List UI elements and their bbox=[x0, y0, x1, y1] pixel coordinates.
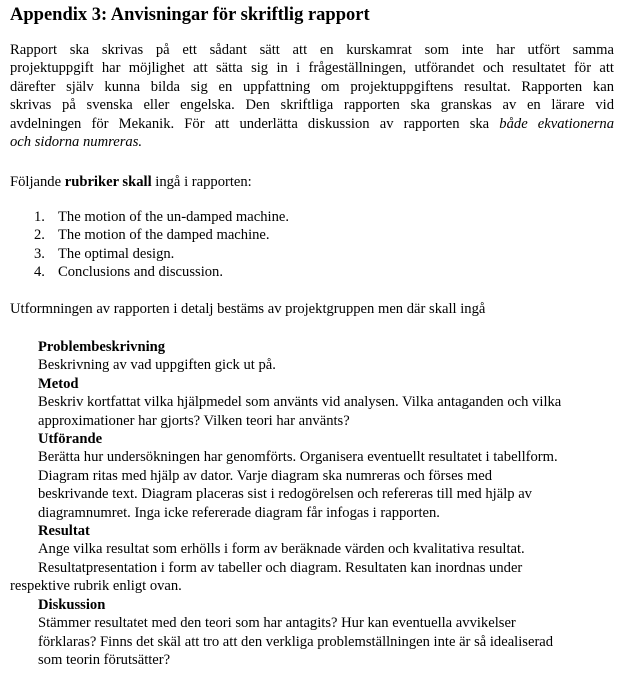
list-item bbox=[10, 245, 289, 263]
intro-line: skrivas på svenska eller engelska. Den skriftliga rapporten ska granskas av en lärare vid bbox=[10, 97, 614, 114]
list-item bbox=[10, 208, 289, 226]
section-text: Berätta hur undersökningen har genomförts. Organisera eventuellt resultatet i tabellform. bbox=[38, 449, 558, 466]
section-text: respektive rubrik enligt ovan. bbox=[10, 578, 182, 595]
intro-italic-text: och sidorna numreras. bbox=[10, 134, 143, 151]
section-text: Beskrivning av vad uppgiften gick ut på. bbox=[38, 357, 276, 374]
lead-text: Följande bbox=[10, 174, 65, 190]
list-item-text: The motion of the damped machine. bbox=[58, 227, 270, 244]
intro-line bbox=[10, 133, 614, 151]
lead-text: ingå i rapporten: bbox=[151, 174, 252, 190]
page-title: Appendix 3: Anvisningar för skriftlig rapport bbox=[10, 5, 370, 25]
section-text: diagramnumret. Inga icke refererade diagram får infogas i rapporten. bbox=[38, 504, 440, 521]
intro-line-text: avdelningen för Mekanik. För att underlätta diskussion av rapporten ska bbox=[10, 115, 500, 132]
lead-bold-text: rubriker skall bbox=[64, 174, 152, 190]
section-text: Stämmer resultatet med den teori som har antagits? Hur kan eventuella avvikelser bbox=[38, 615, 516, 632]
intro-line bbox=[10, 115, 614, 133]
section-text: förklaras? Finns det skäl att tro att den verkliga problemställningen inte är så idealiserad bbox=[38, 633, 554, 650]
required-headings-list bbox=[10, 208, 289, 282]
section-text: approximationer har gjorts? Vilken teori har använts? bbox=[38, 412, 350, 429]
list-item-text: Conclusions and discussion. bbox=[58, 264, 223, 281]
list-item-number: 2. bbox=[34, 227, 45, 244]
intro-italic-text: både ekvationerna bbox=[499, 115, 614, 132]
list-item-number: 1. bbox=[34, 209, 45, 225]
list-item-number: 4. bbox=[34, 264, 45, 281]
section-heading-diskussion: Diskussion bbox=[38, 596, 106, 613]
intro-line: Rapport ska skrivas på ett sådant sätt att en kurskamrat som inte har utfört samma bbox=[10, 42, 614, 58]
list-item-number: 3. bbox=[34, 245, 45, 262]
section-text: Resultatpresentation i form av tabeller och diagram. Resultaten kan inordnas under bbox=[38, 559, 523, 576]
list-item bbox=[10, 263, 289, 281]
section-text: Ange vilka resultat som erhölls i form av beräknade värden och kvalitativa resultat. bbox=[38, 541, 525, 558]
details-lead: Utformningen av rapporten i detalj bestäms av projektgruppen men där skall ingå bbox=[10, 301, 486, 317]
section-text: beskrivande text. Diagram placeras sist i redogörelsen och refereras till med hjälp av bbox=[38, 486, 532, 503]
section-text: som teorin förutsätter? bbox=[38, 651, 171, 668]
section-heading-metod: Metod bbox=[38, 375, 79, 392]
list-item-text: The optimal design. bbox=[58, 245, 175, 262]
section-text: Diagram ritas med hjälp av dator. Varje diagram ska numreras och förses med bbox=[38, 467, 493, 484]
section-heading-resultat: Resultat bbox=[38, 523, 90, 540]
section-heading-utforande: Utförande bbox=[38, 431, 103, 448]
intro-line: därefter själv kunna bilda sig en uppfattning om projektuppgiftens resultat. Rapporten kan bbox=[10, 78, 614, 95]
intro-paragraph bbox=[10, 41, 614, 151]
rubriker-lead bbox=[10, 173, 614, 191]
list-item-text: The motion of the un-damped machine. bbox=[58, 209, 289, 225]
section-text: Beskriv kortfattat vilka hjälpmedel som använts vid analysen. Vilka antaganden och vilka bbox=[38, 394, 562, 411]
report-sections bbox=[10, 338, 614, 669]
section-heading-problembeskrivning: Problembeskrivning bbox=[38, 339, 166, 355]
list-item bbox=[10, 226, 289, 244]
intro-line: projektuppgift har möjlighet att sätta sig in i frågeställningen, utförandet och resultatet för att bbox=[10, 60, 614, 77]
